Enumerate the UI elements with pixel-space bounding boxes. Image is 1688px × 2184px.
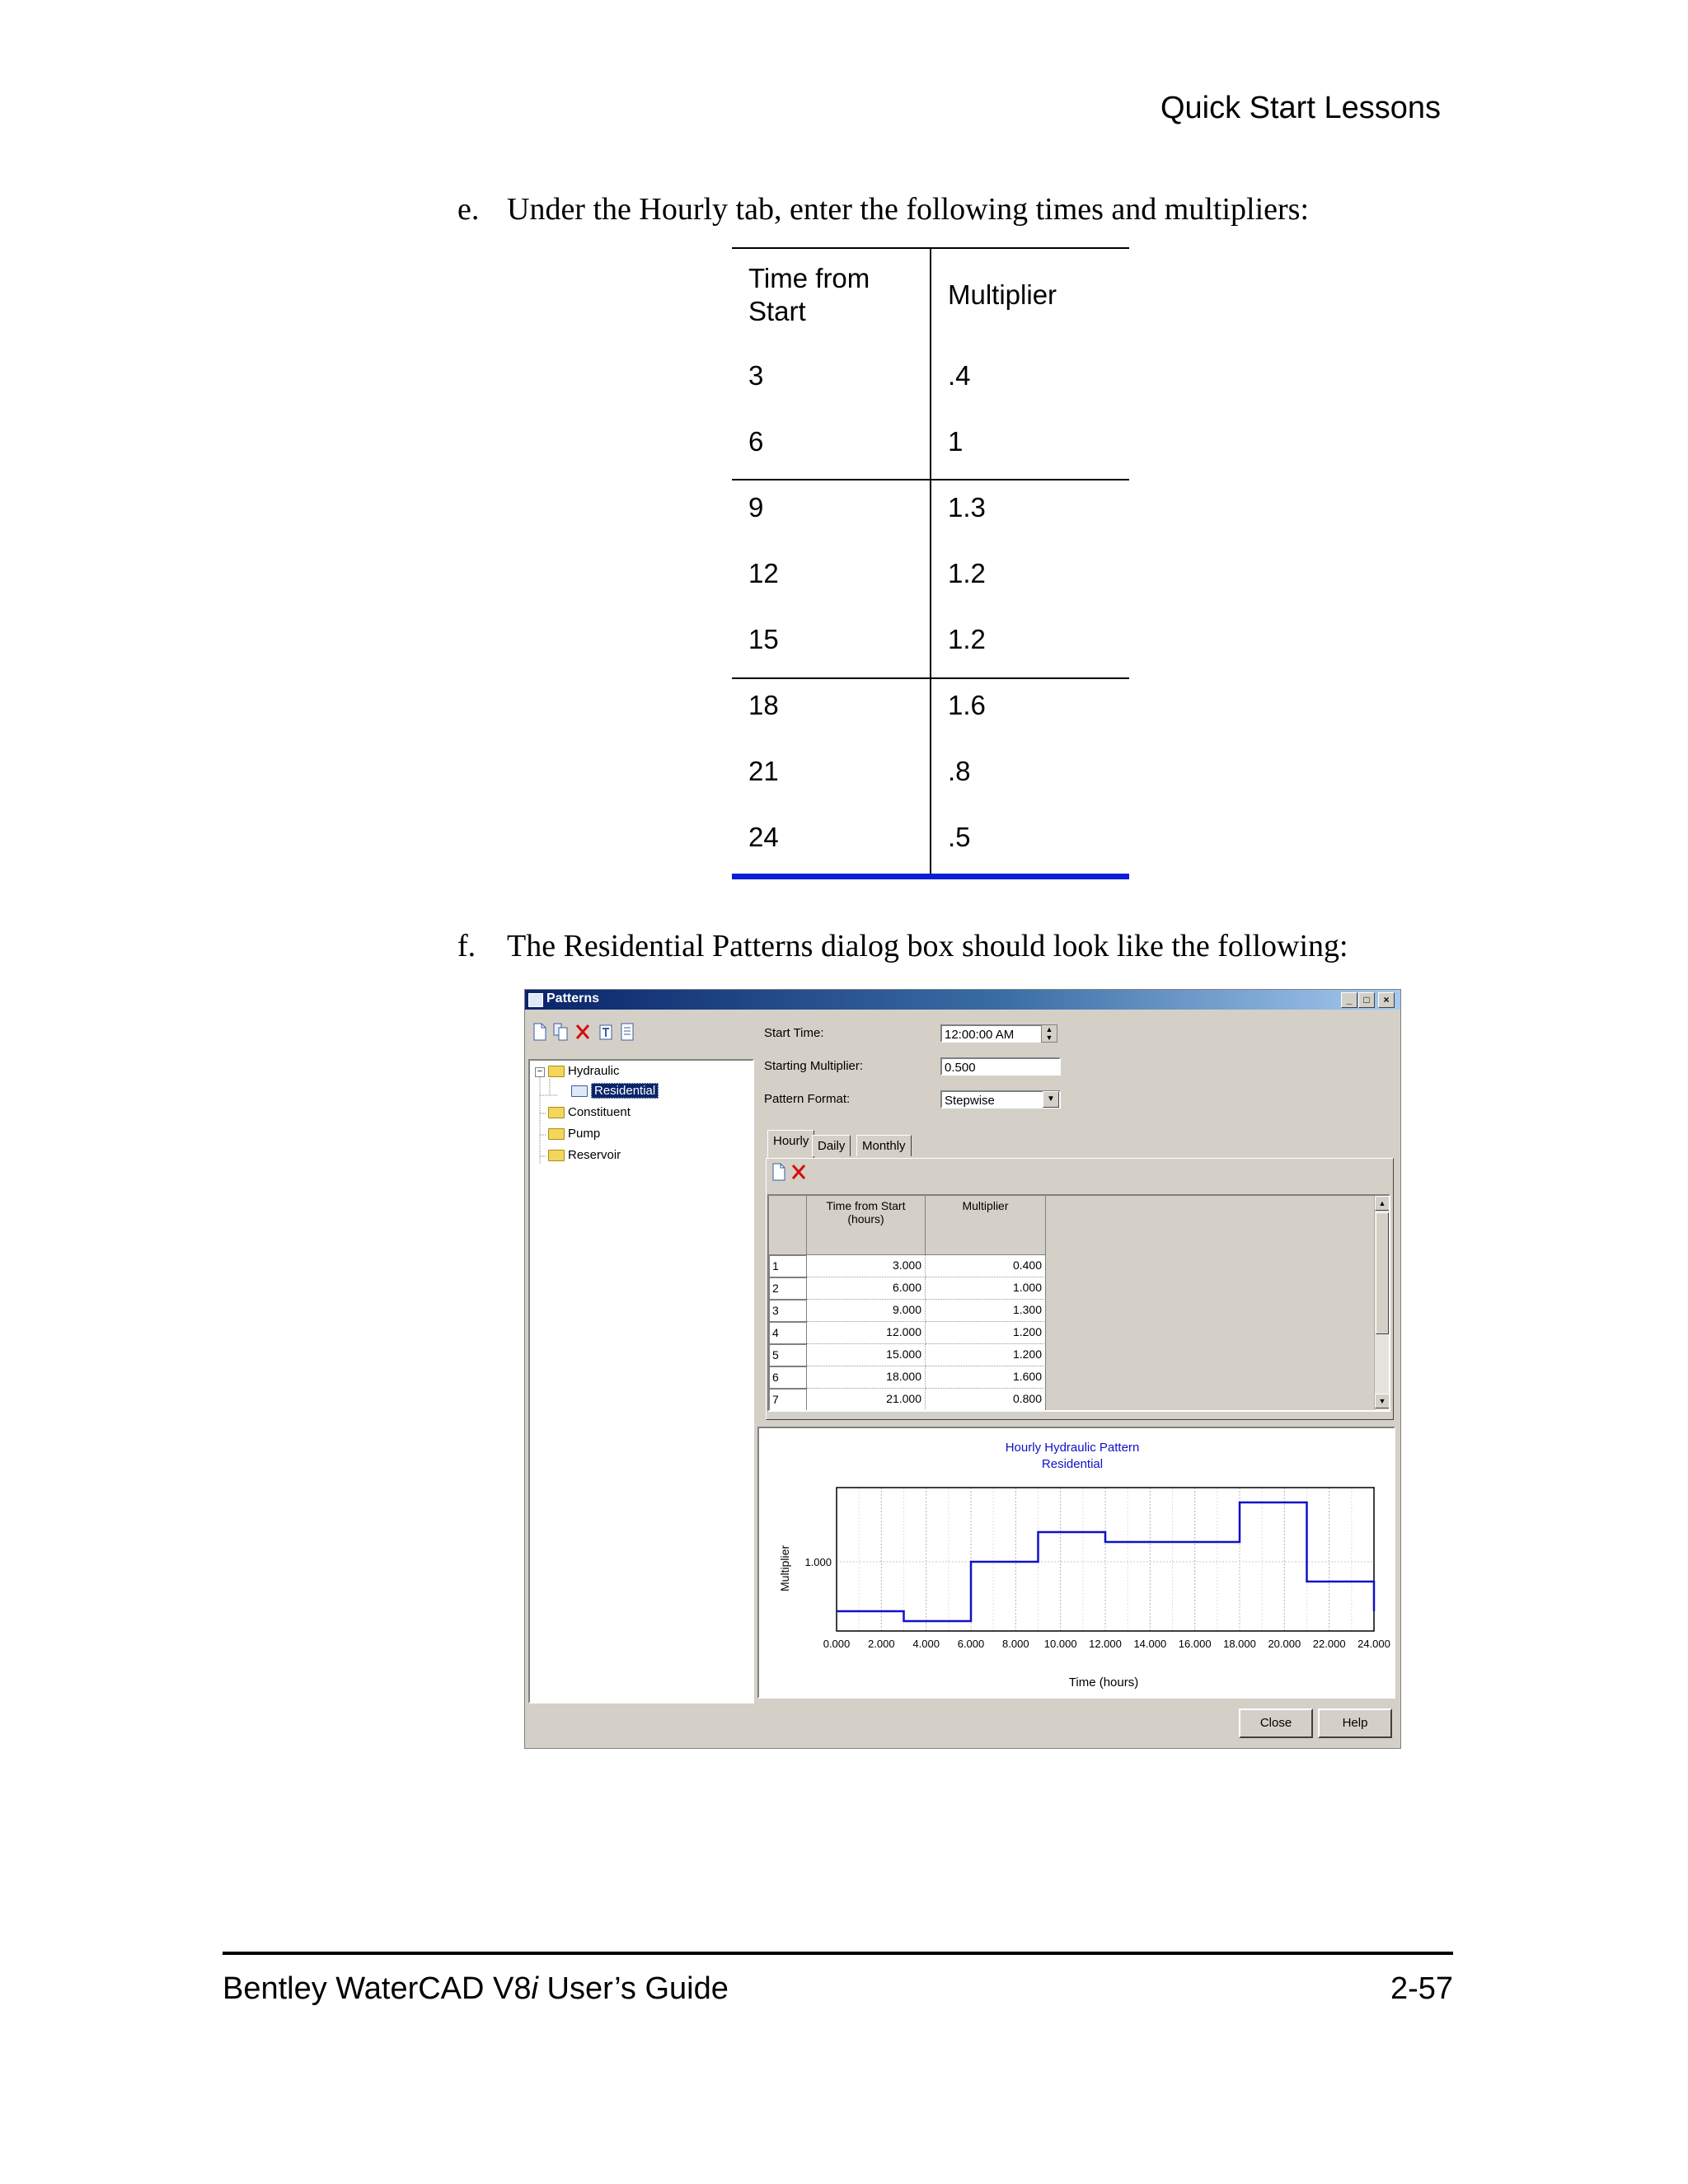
add-row-icon[interactable] [771,1163,787,1181]
x-tick-label: 4.000 [912,1638,940,1650]
pattern-format-label: Pattern Format: [764,1092,851,1106]
x-tick-label: 20.000 [1268,1638,1301,1650]
chart-title: Hourly Hydraulic Pattern [1005,1441,1140,1455]
row-number: 5 [769,1344,807,1366]
row-number: 2 [769,1277,807,1300]
start-time-input[interactable]: 12:00:00 AM [940,1024,1043,1043]
time-cell[interactable]: 6.000 [807,1277,926,1300]
multiplier-cell[interactable]: 1.200 [926,1344,1046,1366]
delete-row-icon[interactable] [790,1163,807,1181]
start-time-spinner[interactable]: ▲ ▼ [1041,1024,1057,1043]
grid-corner [769,1196,807,1255]
multiplier-cell[interactable]: 1.000 [926,1277,1046,1300]
table-row[interactable] [769,1322,1049,1344]
time-cell[interactable]: 3.000 [807,1255,926,1277]
pattern-icon [571,1085,588,1097]
table-cell-multiplier: .4 [948,360,971,391]
y-axis-label: Multiplier [778,1544,791,1592]
x-tick-label: 0.000 [823,1638,851,1650]
x-tick-label: 18.000 [1223,1638,1256,1650]
grid-header-multiplier: Multiplier [926,1196,1046,1255]
time-cell[interactable]: 21.000 [807,1389,926,1411]
multiplier-cell[interactable]: 1.300 [926,1300,1046,1322]
table-cell-multiplier: 1 [948,426,964,457]
scroll-thumb[interactable] [1376,1212,1389,1334]
step-letter: e. [457,192,480,227]
close-window-button[interactable]: × [1378,992,1395,1008]
tab-daily[interactable]: Daily [812,1135,851,1156]
table-row[interactable] [769,1300,1049,1322]
pattern-chart [759,1428,1394,1697]
table-cell-time: 9 [748,492,764,523]
chevron-down-icon[interactable]: ▼ [1043,1091,1059,1108]
row-number: 4 [769,1322,807,1344]
row-number: 6 [769,1366,807,1389]
y-tick-label: 1.000 [804,1556,832,1568]
x-tick-label: 2.000 [868,1638,895,1650]
start-time-label: Start Time: [764,1026,824,1040]
tree-item-reservoir[interactable]: Reservoir [548,1148,621,1162]
rename-icon[interactable] [598,1023,614,1041]
table-row[interactable] [769,1255,1049,1277]
time-cell[interactable]: 18.000 [807,1366,926,1389]
footer-title: Bentley WaterCAD V8i User’s Guide [223,1971,729,2006]
table-cell-multiplier: 1.2 [948,624,986,654]
table-header-time: Time from Start [748,263,870,326]
x-tick-label: 14.000 [1133,1638,1167,1650]
pattern-grid [767,1194,1390,1412]
title-bar[interactable] [525,990,1400,1010]
time-cell[interactable]: 15.000 [807,1344,926,1366]
table-cell-multiplier: .5 [948,822,971,852]
time-cell[interactable]: 12.000 [807,1322,926,1344]
grid-header-time: Time from Start (hours) [807,1196,926,1255]
row-number: 1 [769,1255,807,1277]
grid-scrollbar[interactable] [1374,1196,1390,1410]
table-cell-time: 12 [748,558,779,588]
plot-frame [837,1488,1374,1631]
tab-monthly[interactable]: Monthly [856,1135,912,1156]
table-row[interactable] [769,1277,1049,1300]
delete-icon[interactable] [574,1023,591,1041]
row-number: 3 [769,1300,807,1322]
close-button[interactable]: Close [1239,1708,1313,1738]
row-number: 7 [769,1389,807,1411]
minimize-button[interactable]: _ [1341,992,1357,1008]
step-letter: f. [457,929,476,963]
table-cell-time: 18 [748,690,779,720]
collapse-icon[interactable]: − [535,1067,545,1077]
table-cell-time: 24 [748,822,779,852]
help-button[interactable]: Help [1318,1708,1392,1738]
multiplier-cell[interactable]: 0.800 [926,1389,1046,1411]
page-header: Quick Start Lessons [1160,91,1441,125]
scroll-up-icon[interactable]: ▲ [1375,1196,1390,1211]
tree-item-constituent[interactable]: Constituent [548,1105,631,1119]
x-tick-label: 6.000 [957,1638,985,1650]
footer-rule [223,1952,1453,1955]
step-text: Under the Hourly tab, enter the following times and multipliers: [507,192,1310,227]
folder-icon [548,1066,565,1077]
x-tick-label: 10.000 [1043,1638,1077,1650]
table-cell-time: 15 [748,624,779,654]
table-cell-multiplier: .8 [948,756,971,786]
table-row[interactable] [769,1344,1049,1366]
pattern-tree [528,1059,754,1704]
table-cell-multiplier: 1.6 [948,690,986,720]
table-cell-time: 6 [748,426,764,457]
time-cell[interactable]: 9.000 [807,1300,926,1322]
report-icon[interactable] [619,1023,635,1041]
x-tick-label: 12.000 [1089,1638,1122,1650]
page-number: 2-57 [1390,1971,1453,2006]
folder-icon [548,1128,565,1140]
maximize-button[interactable]: □ [1358,992,1375,1008]
folder-icon [548,1150,565,1161]
multiplier-cell[interactable]: 0.400 [926,1255,1046,1277]
table-row[interactable] [769,1389,1049,1411]
folder-icon [548,1107,565,1118]
table-cell-multiplier: 1.2 [948,558,986,588]
tree-item-residential[interactable]: Residential [571,1084,659,1098]
table-header-multiplier: Multiplier [948,279,1057,310]
multiplier-cell[interactable]: 1.200 [926,1322,1046,1344]
step-text: The Residential Patterns dialog box should look like the following: [507,929,1348,963]
x-tick-label: 16.000 [1178,1638,1212,1650]
scroll-down-icon[interactable]: ▼ [1375,1394,1390,1408]
table-cell-time: 3 [748,360,764,391]
dialog-title: Patterns [546,991,600,1005]
starting-multiplier-input[interactable]: 0.500 [940,1057,1061,1076]
table-row[interactable] [769,1366,1049,1389]
pattern-graph [757,1427,1395,1699]
new-icon[interactable] [532,1023,548,1041]
table-cell-multiplier: 1.3 [948,492,986,523]
tab-hourly[interactable]: Hourly [767,1130,814,1158]
patterns-icon [528,993,543,1007]
x-tick-label: 24.000 [1357,1638,1390,1650]
starting-multiplier-label: Starting Multiplier: [764,1059,864,1073]
x-tick-label: 8.000 [1002,1638,1029,1650]
x-tick-label: 22.000 [1312,1638,1346,1650]
duplicate-icon[interactable] [553,1023,570,1041]
patterns-dialog [524,989,1401,1749]
tree-item-pump[interactable]: Pump [548,1127,600,1141]
table-cell-time: 21 [748,756,779,786]
chart-subtitle: Residential [1041,1457,1104,1471]
x-axis-label: Time (hours) [1068,1675,1139,1690]
pattern-format-select[interactable]: Stepwise [940,1090,1061,1108]
tree-item-hydraulic[interactable]: Hydraulic [548,1064,620,1078]
multiplier-cell[interactable]: 1.600 [926,1366,1046,1389]
